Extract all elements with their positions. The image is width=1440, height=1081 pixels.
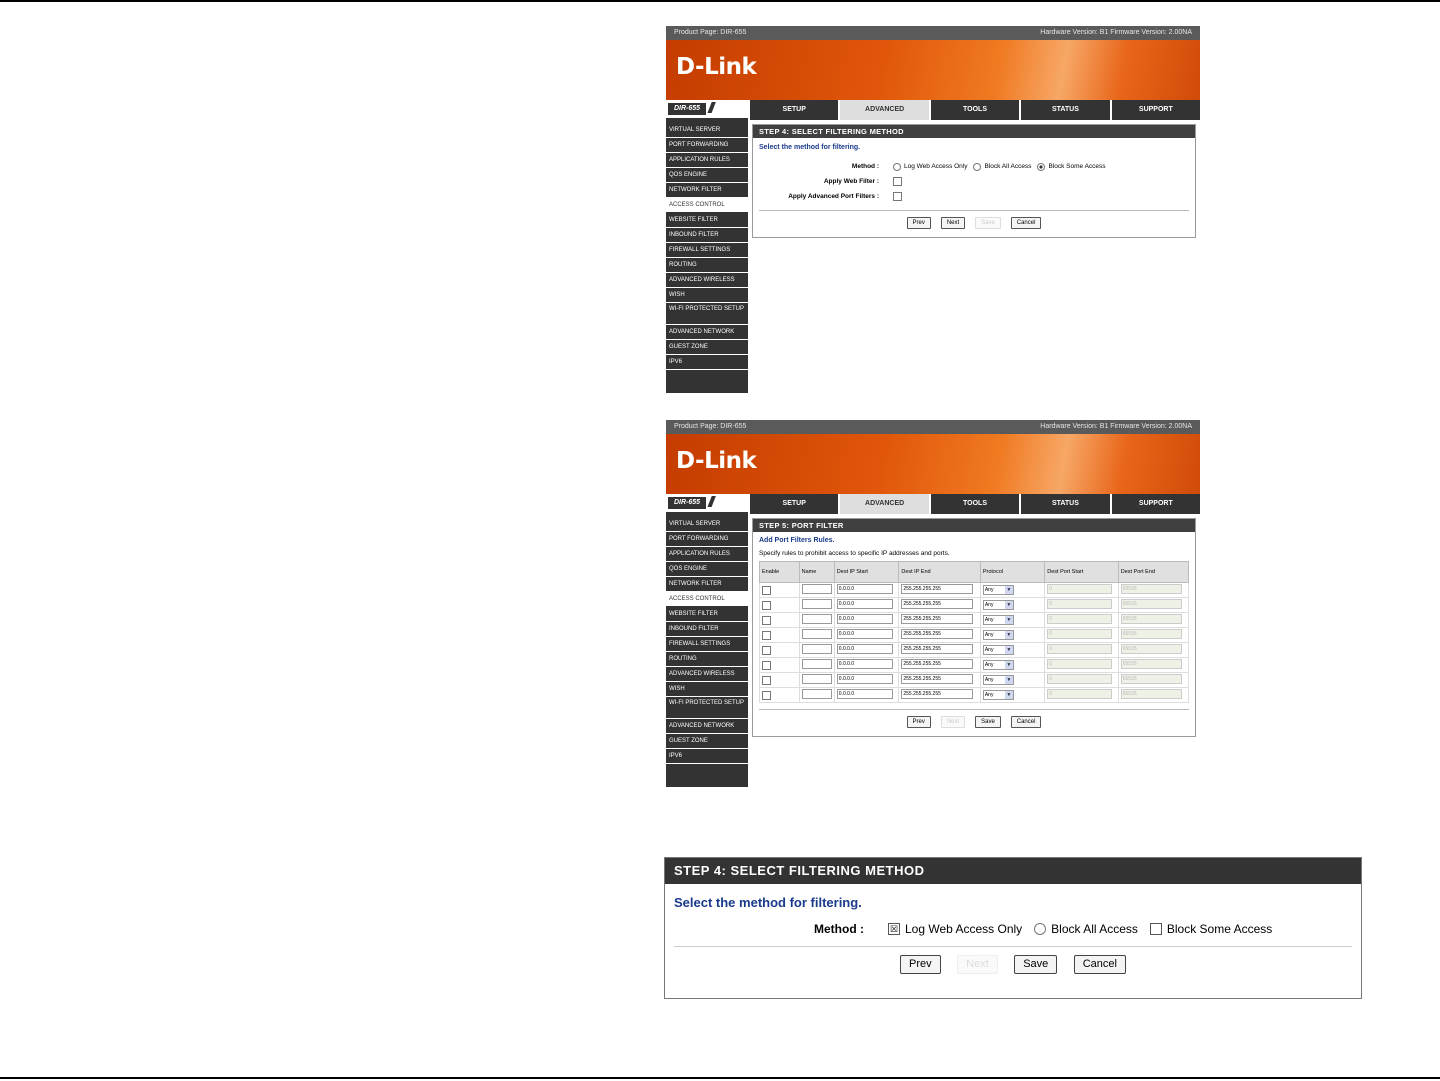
ip-end-input[interactable]: 255.255.255.255 (901, 584, 973, 594)
main-content (748, 514, 1200, 787)
table-row (760, 598, 1189, 613)
port-start-input[interactable]: 0 (1047, 584, 1112, 594)
column-header: Dest Port End (1118, 562, 1188, 583)
tab-setup[interactable]: SETUP (748, 494, 838, 514)
table-row (760, 643, 1189, 658)
name-input[interactable] (802, 614, 832, 624)
enable-checkbox[interactable] (762, 586, 771, 595)
name-input[interactable] (802, 659, 832, 669)
block-some-checkbox[interactable] (1150, 923, 1162, 935)
port-end-input[interactable]: 65535 (1121, 584, 1183, 594)
enable-checkbox[interactable] (762, 631, 771, 640)
radio-block-all[interactable] (1034, 923, 1046, 935)
table-row (760, 628, 1189, 643)
prev-button[interactable]: Prev (907, 217, 931, 229)
ip-end-input[interactable]: 255.255.255.255 (901, 614, 973, 624)
option-label: Log Web Access Only (905, 922, 1023, 936)
table-row (760, 658, 1189, 673)
enable-checkbox[interactable] (762, 691, 771, 700)
enable-checkbox[interactable] (762, 601, 771, 610)
chevron-down-icon: ▼ (1006, 632, 1012, 638)
sidebar-item[interactable]: VIRTUAL SERVER (666, 517, 748, 532)
port-start-input[interactable]: 0 (1047, 644, 1112, 654)
top-nav (666, 100, 1200, 120)
tab-tools[interactable]: TOOLS (929, 100, 1019, 120)
sidebar (666, 120, 748, 393)
port-start-input[interactable]: 0 (1047, 674, 1112, 684)
port-end-input[interactable]: 65535 (1121, 674, 1183, 684)
ip-start-input[interactable]: 0.0.0.0 (837, 674, 894, 684)
protocol-select[interactable] (983, 585, 1014, 595)
sidebar-item[interactable]: NETWORK FILTER (666, 183, 748, 198)
protocol-select[interactable] (983, 675, 1014, 685)
version-text: Hardware Version: B1 Firmware Version: 2.00NA (1040, 423, 1192, 430)
chevron-down-icon: ▼ (1006, 602, 1012, 608)
name-input[interactable] (802, 599, 832, 609)
ip-start-input[interactable]: 0.0.0.0 (837, 659, 894, 669)
table-row (760, 613, 1189, 628)
slashes-icon: /// (708, 100, 712, 117)
version-text: Hardware Version: B1 Firmware Version: 2.00NA (1040, 29, 1192, 36)
zoom-panel-title: STEP 4: SELECT FILTERING METHOD (665, 858, 1361, 884)
ip-end-input[interactable]: 255.255.255.255 (901, 689, 973, 699)
tab-status[interactable]: STATUS (1019, 494, 1109, 514)
protocol-value: Any (984, 647, 994, 653)
screenshot-step4 (666, 26, 1200, 393)
option-label: Block Some Access (1048, 163, 1106, 170)
step5-panel (752, 518, 1196, 737)
sidebar-item[interactable]: INBOUND FILTER (666, 228, 748, 243)
sidebar-item[interactable]: QOS ENGINE (666, 168, 748, 183)
radio-block-some[interactable] (1037, 163, 1045, 171)
top-nav (666, 494, 1200, 514)
port-end-input[interactable]: 65535 (1121, 599, 1183, 609)
option-label: Log Web Access Only (904, 163, 968, 170)
protocol-value: Any (984, 617, 994, 623)
protocol-value: Any (984, 587, 994, 593)
sidebar-item[interactable]: WEBSITE FILTER (666, 607, 748, 622)
brand-banner (666, 434, 1200, 494)
bottom-rule (0, 1077, 1440, 1079)
protocol-select[interactable] (983, 690, 1014, 700)
slashes-icon: /// (708, 494, 712, 511)
panel-title: STEP 5: PORT FILTER (753, 519, 1195, 532)
port-end-input[interactable]: 65535 (1121, 644, 1183, 654)
ip-end-input[interactable]: 255.255.255.255 (901, 599, 973, 609)
description-text: Specify rules to prohibit access to specific IP addresses and ports. (759, 550, 950, 557)
sidebar-item[interactable]: FIREWALL SETTINGS (666, 243, 748, 258)
port-filter-label: Apply Advanced Port Filters : (788, 193, 879, 200)
column-header: Enable (760, 562, 800, 583)
next-button[interactable]: Next (957, 955, 998, 974)
sidebar-item[interactable]: ADVANCED WIRELESS (666, 273, 748, 288)
column-header: Dest Port Start (1045, 562, 1118, 583)
ip-end-input[interactable]: 255.255.255.255 (901, 674, 973, 684)
log-web-checkbox[interactable]: ☒ (889, 924, 899, 934)
dlink-logo: D-Link (676, 448, 757, 474)
sidebar-item[interactable]: IPV6 (666, 355, 748, 370)
sidebar-item-access-control[interactable]: ACCESS CONTROL (666, 592, 748, 607)
ip-end-input[interactable]: 255.255.255.255 (901, 629, 973, 639)
tab-support[interactable]: SUPPORT (1110, 100, 1200, 120)
model-badge (666, 494, 748, 514)
save-button[interactable]: Save (975, 217, 1001, 229)
column-header: Protocol (980, 562, 1044, 583)
sidebar-item[interactable]: WEBSITE FILTER (666, 213, 748, 228)
column-header: Name (799, 562, 834, 583)
chevron-down-icon: ▼ (1006, 647, 1012, 653)
web-filter-checkbox[interactable] (893, 177, 902, 186)
sidebar-item[interactable]: WI-FI PROTECTED SETUP (666, 697, 748, 719)
tab-status[interactable]: STATUS (1019, 100, 1109, 120)
panel-title: STEP 4: SELECT FILTERING METHOD (753, 125, 1195, 138)
sidebar-item[interactable]: NETWORK FILTER (666, 577, 748, 592)
protocol-select[interactable] (983, 630, 1014, 640)
sidebar-item[interactable]: ADVANCED WIRELESS (666, 667, 748, 682)
step4-panel (752, 124, 1196, 238)
product-page-link[interactable]: Product Page: DIR-655 (674, 423, 747, 430)
ip-start-input[interactable]: 0.0.0.0 (837, 629, 894, 639)
zoom-method-label: Method : (814, 922, 864, 936)
option-label: Block All Access (1051, 922, 1138, 936)
intro-text: Select the method for filtering. (759, 144, 861, 151)
chevron-down-icon: ▼ (1006, 677, 1012, 683)
prev-button[interactable]: Prev (900, 955, 941, 974)
name-input[interactable] (802, 674, 832, 684)
sidebar-item[interactable]: APPLICATION RULES (666, 153, 748, 168)
enable-checkbox[interactable] (762, 616, 771, 625)
table-row (760, 673, 1189, 688)
sidebar-item[interactable]: ADVANCED NETWORK (666, 719, 748, 734)
screenshot-step5 (666, 420, 1200, 787)
protocol-value: Any (984, 602, 994, 608)
port-start-input[interactable]: 0 (1047, 689, 1112, 699)
protocol-select[interactable] (983, 660, 1014, 670)
protocol-value: Any (984, 662, 994, 668)
sidebar-item[interactable]: ROUTING (666, 258, 748, 273)
sidebar-item[interactable]: GUEST ZONE (666, 340, 748, 355)
save-button[interactable]: Save (975, 716, 1001, 728)
protocol-value: Any (984, 677, 994, 683)
zoom-intro-text: Select the method for filtering. (674, 895, 862, 910)
cancel-button[interactable]: Cancel (1011, 217, 1042, 229)
name-input[interactable] (802, 689, 832, 699)
enable-checkbox[interactable] (762, 676, 771, 685)
ip-start-input[interactable]: 0.0.0.0 (837, 644, 894, 654)
product-page-link[interactable]: Product Page: DIR-655 (674, 29, 747, 36)
main-content (748, 120, 1200, 393)
info-bar (666, 26, 1200, 40)
ip-start-input[interactable]: 0.0.0.0 (837, 599, 894, 609)
next-button[interactable]: Next (941, 716, 965, 728)
ip-start-input[interactable]: 0.0.0.0 (837, 614, 894, 624)
port-start-input[interactable]: 0 (1047, 659, 1112, 669)
protocol-value: Any (984, 632, 994, 638)
port-start-input[interactable]: 0 (1047, 599, 1112, 609)
cancel-button[interactable]: Cancel (1074, 955, 1126, 974)
web-filter-label: Apply Web Filter : (823, 178, 879, 185)
zoomed-step4-panel (664, 857, 1362, 999)
chevron-down-icon: ▼ (1006, 662, 1012, 668)
method-label: Method : (851, 163, 879, 170)
sidebar-item[interactable]: INBOUND FILTER (666, 622, 748, 637)
dlink-logo: D-Link (676, 54, 757, 80)
protocol-select[interactable] (983, 645, 1014, 655)
port-end-input[interactable]: 65535 (1121, 689, 1183, 699)
sidebar-item[interactable]: QOS ENGINE (666, 562, 748, 577)
info-bar (666, 420, 1200, 434)
divider (759, 709, 1189, 710)
next-button[interactable]: Next (941, 217, 965, 229)
tab-support[interactable]: SUPPORT (1110, 494, 1200, 514)
ip-start-input[interactable]: 0.0.0.0 (837, 584, 894, 594)
port-filter-table (759, 561, 1189, 703)
name-input[interactable] (802, 644, 832, 654)
sidebar-item[interactable]: WISH (666, 682, 748, 697)
sidebar-item[interactable]: PORT FORWARDING (666, 138, 748, 153)
table-row (760, 688, 1189, 703)
divider (674, 946, 1352, 947)
port-filter-rows (760, 583, 1189, 703)
sidebar-item[interactable]: WI-FI PROTECTED SETUP (666, 303, 748, 325)
option-label: Block All Access (984, 163, 1032, 170)
protocol-select[interactable] (983, 615, 1014, 625)
intro-text: Add Port Filters Rules. (759, 537, 835, 544)
chevron-down-icon: ▼ (1006, 587, 1012, 593)
chevron-down-icon: ▼ (1006, 692, 1012, 698)
divider (759, 210, 1189, 211)
ip-end-input[interactable]: 255.255.255.255 (901, 659, 973, 669)
enable-checkbox[interactable] (762, 661, 771, 670)
option-label: Block Some Access (1166, 922, 1273, 936)
name-input[interactable] (802, 629, 832, 639)
sidebar-item-access-control[interactable]: ACCESS CONTROL (666, 198, 748, 213)
port-filter-checkbox[interactable] (893, 192, 902, 201)
tab-advanced[interactable]: ADVANCED (838, 100, 928, 120)
table-row (760, 583, 1189, 598)
sidebar-item[interactable]: PORT FORWARDING (666, 532, 748, 547)
radio-log-web[interactable] (893, 163, 901, 171)
port-end-input[interactable]: 65535 (1121, 629, 1183, 639)
ip-start-input[interactable]: 0.0.0.0 (837, 689, 894, 699)
enable-checkbox[interactable] (762, 646, 771, 655)
sidebar-item[interactable]: ADVANCED NETWORK (666, 325, 748, 340)
sidebar-item[interactable]: GUEST ZONE (666, 734, 748, 749)
cancel-button[interactable]: Cancel (1011, 716, 1042, 728)
ip-end-input[interactable]: 255.255.255.255 (901, 644, 973, 654)
sidebar-item[interactable]: VIRTUAL SERVER (666, 123, 748, 138)
port-end-input[interactable]: 65535 (1121, 614, 1183, 624)
port-end-input[interactable]: 65535 (1121, 659, 1183, 669)
tab-tools[interactable]: TOOLS (929, 494, 1019, 514)
sidebar-item[interactable]: APPLICATION RULES (666, 547, 748, 562)
model-tag: DIR-655 (668, 103, 706, 115)
sidebar-item[interactable]: ROUTING (666, 652, 748, 667)
port-start-input[interactable]: 0 (1047, 614, 1112, 624)
sidebar-item[interactable]: WISH (666, 288, 748, 303)
brand-banner (666, 40, 1200, 100)
sidebar-item[interactable]: IPV6 (666, 749, 748, 764)
save-button[interactable]: Save (1014, 955, 1057, 974)
protocol-value: Any (984, 692, 994, 698)
tab-setup[interactable]: SETUP (748, 100, 838, 120)
name-input[interactable] (802, 584, 832, 594)
chevron-down-icon: ▼ (1006, 617, 1012, 623)
sidebar (666, 514, 748, 787)
tab-advanced[interactable]: ADVANCED (838, 494, 928, 514)
prev-button[interactable]: Prev (907, 716, 931, 728)
column-header: Dest IP Start (834, 562, 899, 583)
protocol-select[interactable] (983, 600, 1014, 610)
top-rule (0, 0, 1440, 2)
column-header: Dest IP End (899, 562, 980, 583)
port-start-input[interactable]: 0 (1047, 629, 1112, 639)
sidebar-item[interactable]: FIREWALL SETTINGS (666, 637, 748, 652)
radio-block-all[interactable] (973, 163, 981, 171)
model-badge (666, 100, 748, 120)
model-tag: DIR-655 (668, 497, 706, 509)
